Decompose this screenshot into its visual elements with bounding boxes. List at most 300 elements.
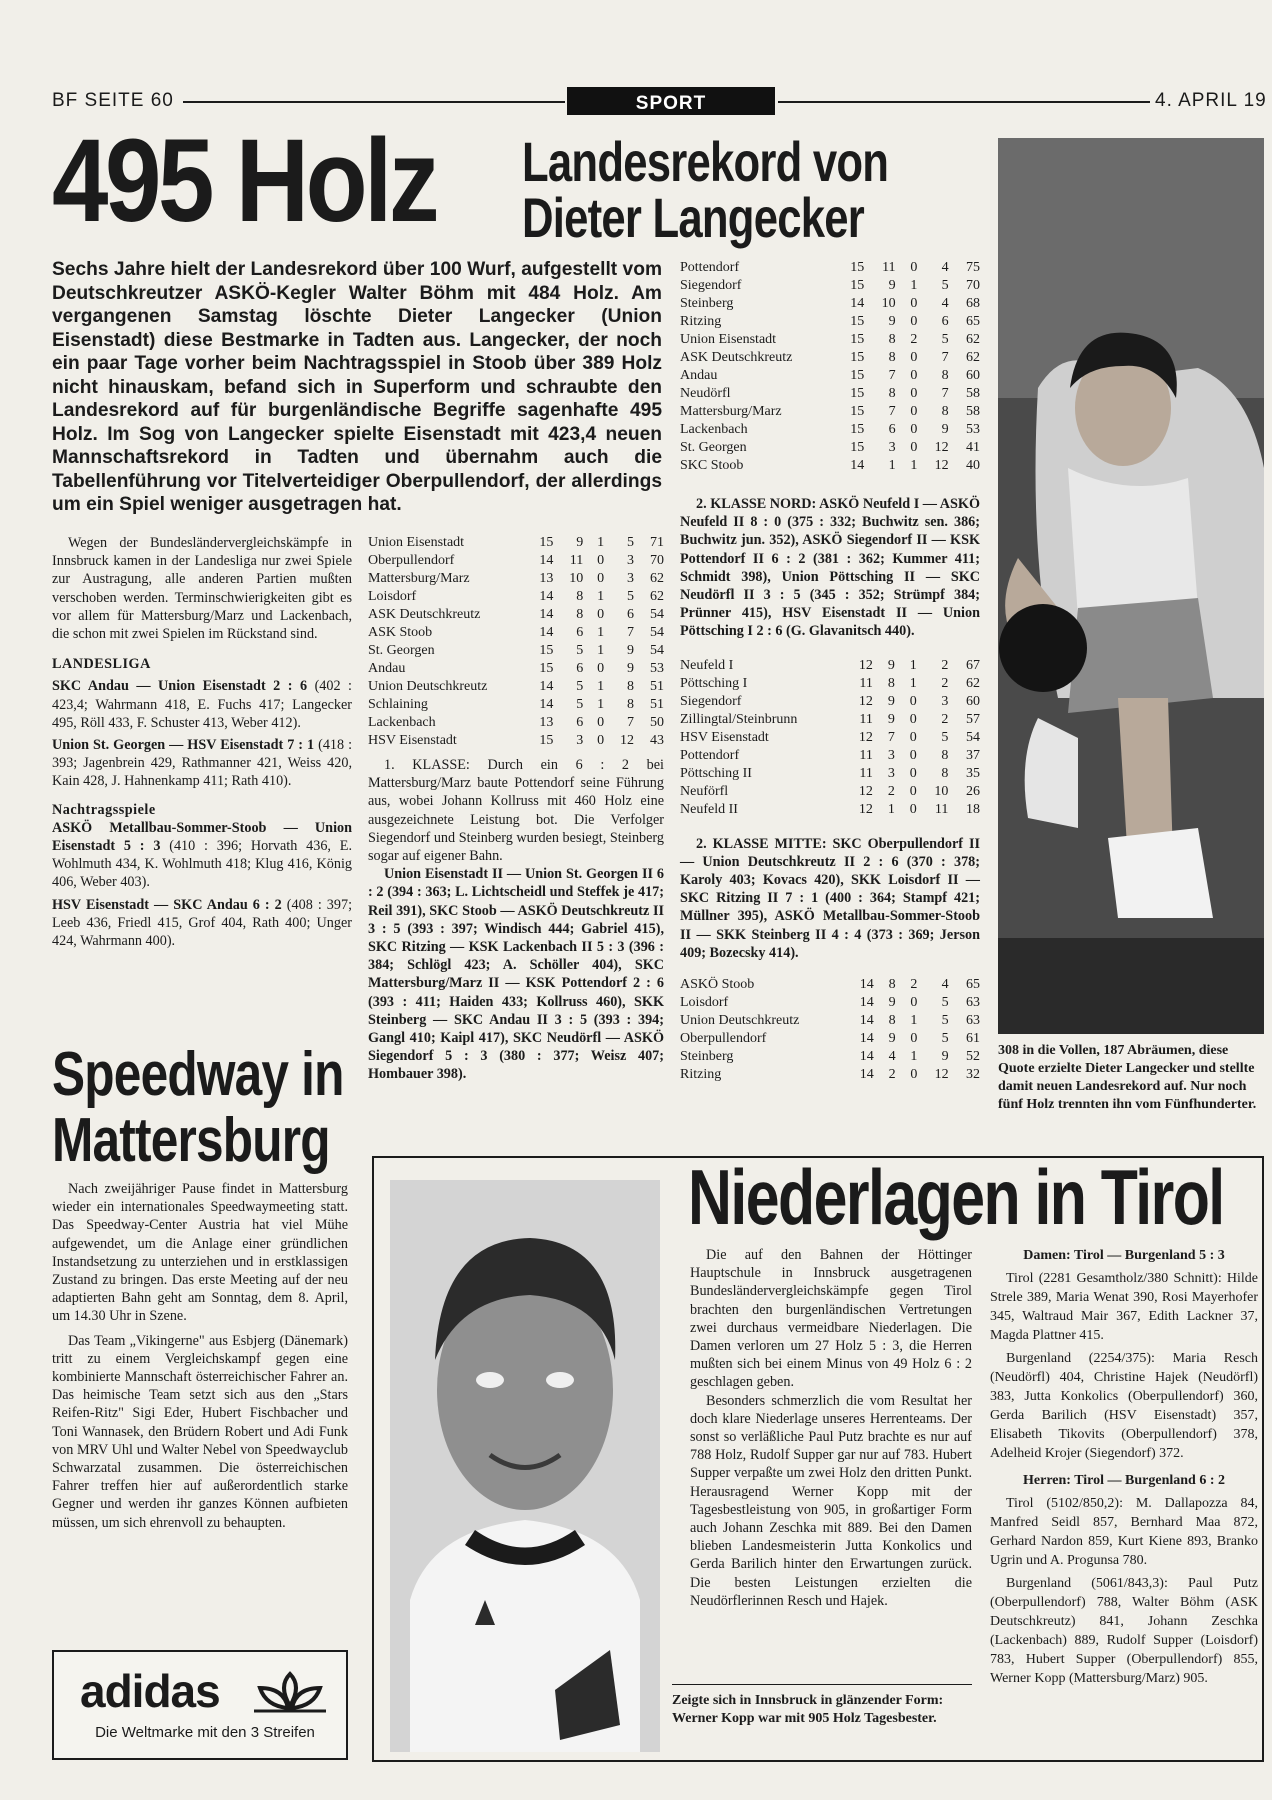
stat-cell: 7 [627, 625, 635, 640]
stat-cell: 8 [627, 697, 635, 712]
stat-cell: 14 [539, 553, 554, 568]
standings-table-landesliga [368, 534, 664, 750]
standings-row [680, 693, 980, 711]
stat-cell: 51 [650, 679, 664, 694]
stat-cell: 61 [966, 1031, 980, 1047]
team-name: Steinberg [680, 296, 734, 311]
team-name: Schlaining [368, 697, 428, 712]
team-name: Union Deutschkreutz [368, 679, 488, 694]
stat-cell: 15 [539, 661, 554, 676]
stat-cell: 12 [934, 440, 949, 455]
stat-cell: 4 [941, 260, 949, 275]
herren-tirol: Tirol (5102/850,2): M. Dallapozza 84, Manfred Seidl 857, Bernhard Maa 872, Gerhard Nardon 859, Kurt Kiene 893, Branko Ugrin und A. Progunsa 780. [990, 1496, 1258, 1568]
stat-cell: 2 [887, 783, 895, 799]
stat-cell: 3 [887, 765, 895, 781]
stat-cell: 1 [887, 801, 895, 817]
stat-cell: 14 [859, 977, 874, 993]
stat-cell: 9 [887, 693, 895, 709]
standings-row [368, 678, 664, 696]
sub-headline-line-1: Landesrekord von [522, 130, 889, 193]
stat-cell: 1 [597, 625, 605, 640]
stat-cell: 37 [966, 747, 980, 763]
standings-row [680, 421, 980, 439]
stat-cell: 1 [597, 679, 605, 694]
stat-cell: 60 [966, 693, 980, 709]
bowler-illustration [998, 138, 1264, 1034]
standings-row [680, 1048, 980, 1066]
stat-cell: 15 [539, 535, 554, 550]
stat-cell: 5 [627, 535, 635, 550]
standings-row [680, 295, 980, 313]
stat-cell: 0 [910, 422, 918, 437]
stat-cell: 11 [569, 553, 584, 568]
stat-cell: 35 [966, 765, 980, 781]
stat-cell: 12 [620, 733, 635, 748]
stat-cell: 11 [859, 765, 873, 781]
stat-cell: 3 [888, 440, 896, 455]
match-title: Union St. Georgen — HSV Eisenstadt 7 : 1 [52, 737, 315, 754]
team-name: Union Eisenstadt [680, 332, 777, 347]
stat-cell: 8 [576, 589, 584, 604]
stat-cell: 40 [966, 458, 980, 473]
stat-cell: 9 [627, 643, 635, 658]
match-result: (408 : 397; Leeb 436, Friedl 415, Grof 404, Rath 400; Unger 424, Wahrmann 400). [52, 896, 353, 950]
match-result: (418 : 393; Jagenbrein 429, Rathmanner 421, Weiss 420, Kain 428, J. Hahnenkamp 411; Rath 410). [52, 737, 353, 790]
stat-cell: 7 [887, 729, 895, 745]
trefoil-logo-icon [250, 1666, 330, 1716]
stat-cell: 14 [859, 1067, 874, 1083]
mitte-paragraph [680, 835, 980, 962]
stat-cell: 32 [966, 1067, 980, 1083]
stat-cell: 11 [859, 747, 873, 763]
stat-cell: 5 [576, 697, 584, 712]
tirol-results [990, 1246, 1258, 1688]
speedway-headline-line-1: Speedway in [52, 1040, 344, 1109]
klasse1-paragraph: 1. KLASSE: Durch ein 6 : 2 bei Mattersburg/Marz baute Pottendorf seine Führung aus, wobei Johann Kollruss mit 460 Holz eine ausgezeichnete Leistung bot. Die Verfolger Siegendorf und Steinberg wurden besiegt, Steinberg sogar auf eigener Bahn. [368, 757, 664, 865]
team-name: HSV Eisenstadt [368, 733, 457, 748]
team-name: Lackenbach [368, 715, 436, 730]
damen-title: Damen: Tirol — Burgenland 5 : 3 [1023, 1248, 1225, 1263]
team-name: HSV Eisenstadt [680, 729, 769, 745]
standings-row [680, 277, 980, 295]
stat-cell: 8 [888, 350, 896, 365]
stat-cell: 0 [597, 661, 605, 676]
stat-cell: 11 [934, 801, 949, 817]
standings-row [680, 729, 980, 747]
stat-cell: 5 [627, 589, 635, 604]
stat-cell: 2 [941, 657, 949, 673]
stat-cell: 71 [650, 535, 664, 550]
stat-cell: 67 [966, 657, 980, 673]
stat-cell: 54 [650, 607, 664, 622]
stat-cell: 9 [627, 661, 635, 676]
stat-cell: 8 [576, 607, 584, 622]
standings-table-mitte [680, 976, 980, 1084]
damen-tirol: Tirol (2281 Gesamtholz/380 Schnitt): Hilde Strele 389, Maria Wenat 390, Rosi Mayerhofer 345, Waltraud Mair 367, Edith Lackner 37, Magda Plattner 415. [990, 1271, 1258, 1343]
team-name: ASK Stoob [368, 625, 433, 640]
match-result: (410 : 396; Horvath 436, E. Wohlmuth 434, K. Wohlmuth 418; Klug 416, König 406, Weber 403). [52, 838, 352, 891]
tirol-paragraph-1: Die auf den Bahnen der Höttinger Hauptschule in Innsbruck ausgetragenen Bundesländervergleichskämpfe gegen Tirol brachten den burgenländischen Vertretungen zwei durchaus vermeidbare Niederlagen. Die Damen verloren um 27 Holz 5 : 3, die Herren mußten sich bei einem Minus von 49 Holz 6 : 2 geschlagen geben. [690, 1247, 972, 1391]
stat-cell: 9 [887, 657, 895, 673]
stat-cell: 54 [650, 625, 664, 640]
stat-cell: 52 [966, 1049, 980, 1065]
stat-cell: 50 [650, 715, 664, 730]
stat-cell: 0 [910, 350, 918, 365]
standings-row [680, 331, 980, 349]
stat-cell: 70 [966, 278, 980, 293]
standings-row [680, 994, 980, 1012]
stat-cell: 53 [966, 422, 980, 437]
stat-cell: 10 [569, 571, 584, 586]
stat-cell: 14 [539, 697, 554, 712]
team-name: Neufeld I [680, 657, 734, 673]
team-name: Zillingtal/Steinbrunn [680, 711, 798, 727]
stat-cell: 15 [850, 368, 865, 383]
article-column-2 [368, 534, 664, 1084]
stat-cell: 0 [909, 711, 917, 727]
stat-cell: 14 [859, 1049, 874, 1065]
speedway-headline-line-2: Mattersburg [52, 1106, 330, 1175]
tirol-headline: Niederlagen in Tirol [688, 1153, 1224, 1241]
standings-row [680, 367, 980, 385]
standings-row [680, 976, 980, 994]
stat-cell: 15 [850, 422, 865, 437]
stat-cell: 9 [888, 314, 896, 329]
intro-paragraph: Wegen der Bundesländervergleichskämpfe in Innsbruck kamen in der Landesliga nur zwei Spiele zur Austragung, alle anderen Partien mußten verschoben werden. Terminschwierigkeiten gibt es vor allem für Mattersburg/Marz und Lackenbach, die schon mit zwei Spielen im Rückstand sind. [52, 535, 352, 643]
stat-cell: 0 [910, 1067, 918, 1083]
stat-cell: 3 [887, 747, 895, 763]
stat-cell: 0 [597, 607, 605, 622]
standings-row [680, 801, 980, 819]
stat-cell: 1 [909, 657, 917, 673]
damen-burgenland: Burgenland (2254/375): Maria Resch (Neudörfl) 404, Christine Hajek (Neudörfl) 383, Jutta Konkolics (Oberpullendorf) 360, Gerda Barilich (HSV Eisenstadt) 357, Elisabeth Tikovits (Oberpullendorf) 378, Adelheid Krojer (Siegendorf) 372. [990, 1351, 1258, 1461]
team-name: Neudörfl [680, 386, 731, 401]
stat-cell: 14 [539, 589, 554, 604]
stat-cell: 0 [910, 296, 918, 311]
stat-cell: 5 [941, 1013, 949, 1029]
bowler-photo [998, 138, 1264, 1034]
stat-cell: 3 [576, 733, 584, 748]
stat-cell: 8 [941, 404, 949, 419]
stat-cell: 7 [941, 386, 949, 401]
team-name: Loisdorf [368, 589, 417, 604]
stat-cell: 10 [881, 296, 896, 311]
standings-row [680, 457, 980, 475]
stat-cell: 5 [941, 278, 949, 293]
stat-cell: 12 [858, 729, 873, 745]
standings-row [680, 439, 980, 457]
tirol-paragraph-2: Besonders schmerzlich die vom Resultat her doch klare Niederlage unseres Herrenteams. Der sonst so verläßliche Paul Putz brachte es nur auf 788 Holz, Rudolf Supper gar nur auf 783. Hubert Supper verpaßte um zwei Holz den dritten Punkt. Herausragend Werner Kopp mit der Tagesbestleistung von 905, in großartiger Form auch Johann Zeschka mit 889. Bei den Damen blieben Landesmeisterin Jutta Konkolics und Gerda Barilich hinter den Erwartungen zurück. Die besten Leistungen erzielten die Neudörflerinnen Resch und Hajek. [690, 1392, 972, 1609]
stat-cell: 8 [887, 675, 895, 691]
stat-cell: 51 [650, 697, 664, 712]
article-column-3 [680, 259, 980, 1084]
stat-cell: 65 [966, 977, 980, 993]
stat-cell: 0 [909, 765, 917, 781]
standings-row [368, 570, 664, 588]
stat-cell: 15 [850, 278, 865, 293]
stat-cell: 9 [888, 278, 896, 293]
team-name: St. Georgen [368, 643, 435, 658]
match-title: HSV Eisenstadt — SKC Andau 6 : 2 [52, 896, 282, 913]
stat-cell: 58 [966, 386, 980, 401]
stat-cell: 9 [941, 1049, 949, 1065]
standings-row [680, 747, 980, 765]
standings-row [680, 675, 980, 693]
stat-cell: 4 [941, 296, 949, 311]
stat-cell: 1 [888, 458, 896, 473]
page-number: BF SEITE 60 [52, 90, 174, 111]
standings-row [368, 714, 664, 732]
sub-headline [522, 130, 889, 249]
standings-row [680, 313, 980, 331]
stat-cell: 5 [941, 995, 949, 1011]
stat-cell: 60 [966, 368, 980, 383]
stat-cell: 18 [966, 801, 980, 817]
stat-cell: 14 [539, 607, 554, 622]
stat-cell: 15 [850, 332, 865, 347]
stat-cell: 1 [910, 1013, 918, 1029]
standings-row [368, 588, 664, 606]
stat-cell: 8 [888, 977, 896, 993]
stat-cell: 14 [859, 995, 874, 1011]
stat-cell: 5 [941, 729, 949, 745]
stat-cell: 41 [966, 440, 980, 455]
stat-cell: 12 [858, 801, 873, 817]
standings-table-nord [680, 657, 980, 819]
stat-cell: 0 [909, 783, 917, 799]
adidas-ad[interactable] [52, 1650, 348, 1760]
stat-cell: 12 [858, 657, 873, 673]
stat-cell: 0 [910, 386, 918, 401]
stat-cell: 54 [966, 729, 980, 745]
team-name: ASK Deutschkreutz [680, 350, 793, 365]
standings-row [680, 765, 980, 783]
standings-row [680, 657, 980, 675]
stat-cell: 8 [888, 386, 896, 401]
klasse1-results: Union Eisenstadt II — Union St. Georgen II 6 : 2 (394 : 363; L. Lichtscheidl und Steffek je 417; Reil 391), SKC Stoob — ASKÖ Deutschkreutz II 3 : 5 (393 : 397; Windisch 444; Gabriel 415), SKC Ritzing — KSK Lackenbach II 5 : 3 (396 : 384; Schlögl 423; A. Schöller 404), SKC Mattersburg/Marz II — KSK Pottendorf 2 : 6 (393 : 411; Haiden 433; Kollruss 460), SKK Steinberg — SKC Andau II 3 : 5 (393 : 394; Gangl 410; Kaipl 417), SKC Neudörfl — ASKÖ Siegendorf 5 : 3 (380 : 377; Weisz 407; Hombauer 398). [368, 866, 664, 1083]
stat-cell: 54 [650, 643, 664, 658]
stat-cell: 5 [941, 1031, 949, 1047]
adidas-wordmark: adidas [80, 1665, 220, 1717]
stat-cell: 6 [576, 625, 584, 640]
team-name: Andau [368, 661, 406, 676]
stat-cell: 11 [859, 675, 873, 691]
stat-cell: 5 [941, 332, 949, 347]
stat-cell: 70 [650, 553, 664, 568]
nord-paragraph [680, 495, 980, 641]
team-name: Mattersburg/Marz [680, 404, 782, 419]
stat-cell: 0 [597, 715, 605, 730]
stat-cell: 1 [909, 675, 917, 691]
standings-row [368, 696, 664, 714]
stat-cell: 63 [966, 995, 980, 1011]
stat-cell: 15 [850, 386, 865, 401]
team-name: Siegendorf [680, 693, 742, 709]
stat-cell: 1 [597, 643, 605, 658]
stat-cell: 0 [909, 693, 917, 709]
stat-cell: 3 [941, 693, 949, 709]
stat-cell: 15 [850, 260, 865, 275]
stat-cell: 9 [888, 995, 896, 1011]
stat-cell: 26 [966, 783, 980, 799]
team-name: Ritzing [680, 1067, 722, 1083]
team-name: Oberpullendorf [680, 1031, 767, 1047]
stat-cell: 8 [888, 332, 896, 347]
standings-row [368, 552, 664, 570]
stat-cell: 1 [597, 535, 605, 550]
adidas-tagline: Die Weltmarke mit den 3 Streifen [95, 1724, 315, 1741]
stat-cell: 9 [887, 711, 895, 727]
stat-cell: 12 [858, 693, 873, 709]
bowler-photo-caption: 308 in die Vollen, 187 Abräumen, diese Quote erzielte Dieter Langecker und stellte damit neuen Landesrekord auf. Nur noch fünf Holz trennten ihn vom Fünfhunderter. [998, 1043, 1257, 1112]
main-headline: 495 Holz [52, 115, 437, 247]
team-name: ASKÖ Stoob [680, 977, 755, 993]
kopp-photo-caption: Zeigte sich in Innsbruck in glänzender Form: Werner Kopp war mit 905 Holz Tagesbester. [672, 1693, 944, 1726]
stat-cell: 0 [597, 571, 605, 586]
stat-cell: 8 [888, 1013, 896, 1029]
stat-cell: 0 [910, 368, 918, 383]
stat-cell: 14 [859, 1013, 874, 1029]
speedway-paragraph-2: Das Team „Vikingerne" aus Esbjerg (Dänemark) tritt zu einem Vergleichskampf gegen eine kombinierte Mannschaft österreichischer Fahrer an. Das heimische Team setzt sich aus den „Stars Reifen-Ritz" Sigi Eder, Hubert Fischbacher und Toni Wannasek, den Brüdern Robert und Adi Funk von MRV Uhl und Walter Nebel von Speedwayclub Schwarzatal zusammen. Die österreichischen Fahrer treffen hier auf außerordentlich starke Gegner und werden ihr ganzes Können aufbieten müssen, um sich ehrenvoll zu behaupten. [52, 1332, 348, 1531]
match-title: SKC Andau — Union Eisenstadt 2 : 6 [52, 678, 308, 695]
stat-cell: 8 [941, 747, 949, 763]
header-rule-right [778, 101, 1150, 103]
stat-cell: 12 [858, 783, 873, 799]
stat-cell: 63 [966, 1013, 980, 1029]
stat-cell: 15 [539, 733, 554, 748]
stat-cell: 0 [909, 801, 917, 817]
stat-cell: 62 [650, 571, 664, 586]
stat-cell: 0 [909, 729, 917, 745]
stat-cell: 3 [627, 553, 635, 568]
stat-cell: 5 [576, 643, 584, 658]
stat-cell: 53 [650, 661, 664, 676]
standings-row [680, 1030, 980, 1048]
stat-cell: 14 [850, 458, 865, 473]
standings-row [680, 349, 980, 367]
section-label: SPORT [567, 87, 775, 115]
stat-cell: 0 [910, 404, 918, 419]
stat-cell: 62 [966, 675, 980, 691]
team-name: Steinberg [680, 1049, 734, 1065]
stat-cell: 14 [539, 625, 554, 640]
stat-cell: 62 [650, 589, 664, 604]
tirol-article-text [690, 1246, 972, 1610]
sub-headline-line-2: Dieter Langecker [522, 186, 864, 249]
stat-cell: 8 [941, 368, 949, 383]
team-name: Union Deutschkreutz [680, 1013, 800, 1029]
standings-row [368, 606, 664, 624]
stat-cell: 13 [539, 715, 554, 730]
stat-cell: 11 [859, 711, 873, 727]
stat-cell: 12 [934, 1067, 949, 1083]
stat-cell: 14 [850, 296, 865, 311]
team-name: Pottendorf [680, 747, 740, 763]
stat-cell: 1 [910, 458, 918, 473]
team-name: Mattersburg/Marz [368, 571, 470, 586]
stat-cell: 15 [850, 314, 865, 329]
stat-cell: 7 [888, 404, 896, 419]
team-name: ASK Deutschkreutz [368, 607, 481, 622]
stat-cell: 7 [941, 350, 949, 365]
stat-cell: 1 [597, 697, 605, 712]
stat-cell: 0 [910, 1031, 918, 1047]
team-name: Pöttsching II [680, 765, 752, 781]
standings-row [680, 1066, 980, 1084]
article-column-1 [52, 534, 352, 950]
stat-cell: 0 [909, 747, 917, 763]
team-name: Siegendorf [680, 278, 742, 293]
standings-row [368, 732, 664, 750]
standings-row [680, 783, 980, 801]
standings-row [680, 1012, 980, 1030]
stat-cell: 13 [539, 571, 554, 586]
stat-cell: 0 [910, 314, 918, 329]
stat-cell: 14 [859, 1031, 874, 1047]
match-result: (402 : 423,4; Wahrmann 418, E. Fuchs 417; Langecker 495, Röll 433, F. Schuster 413, Weber 412). [52, 678, 352, 731]
stat-cell: 6 [576, 661, 584, 676]
stat-cell: 11 [882, 260, 896, 275]
standings-row [680, 385, 980, 403]
team-name: SKC Stoob [680, 458, 744, 473]
stat-cell: 1 [910, 278, 918, 293]
stat-cell: 8 [627, 679, 635, 694]
standings-row [680, 259, 980, 277]
team-name: Ritzing [680, 314, 722, 329]
klasse1-block [368, 756, 664, 1084]
issue-date: 4. APRIL 19 [1155, 90, 1267, 111]
stat-cell: 6 [627, 607, 635, 622]
stat-cell: 8 [941, 765, 949, 781]
stat-cell: 62 [966, 332, 980, 347]
speedway-article [52, 1180, 348, 1532]
stat-cell: 2 [910, 332, 918, 347]
stat-cell: 4 [888, 1049, 896, 1065]
team-name: Andau [680, 368, 718, 383]
stat-cell: 62 [966, 350, 980, 365]
stat-cell: 12 [934, 458, 949, 473]
section-heading-nachtrag: Nachtragsspiele [52, 801, 156, 818]
standings-table-klasse1 [680, 259, 980, 475]
stat-cell: 2 [941, 675, 949, 691]
stat-cell: 14 [539, 679, 554, 694]
stat-cell: 7 [627, 715, 635, 730]
stat-cell: 57 [966, 711, 980, 727]
team-name: Union Eisenstadt [368, 535, 465, 550]
team-name: Pottendorf [680, 260, 740, 275]
stat-cell: 6 [888, 422, 896, 437]
stat-cell: 2 [910, 977, 918, 993]
stat-cell: 15 [850, 404, 865, 419]
stat-cell: 9 [576, 535, 584, 550]
header-rule-left [183, 101, 565, 103]
stat-cell: 6 [941, 314, 949, 329]
stat-cell: 68 [966, 296, 980, 311]
mitte-results: 2. KLASSE MITTE: SKC Oberpullendorf II — Union Deutschkreutz II 2 : 6 (370 : 378; Karoly 403; Kovacs 420), SKK Loisdorf II — SKC Ritzing II 7 : 1 (400 : 364; Stampf 421; Müllner 395), ASKÖ Metallbau-Sommer-Stoob II — SKK Steinberg II 4 : 4 (373 : 369; Jerson 409; Bozecsky 414). [680, 835, 980, 961]
stat-cell: 15 [850, 440, 865, 455]
section-heading-landesliga: LANDESLIGA [52, 656, 151, 673]
standings-row [680, 403, 980, 421]
stat-cell: 2 [941, 711, 949, 727]
stat-cell: 15 [539, 643, 554, 658]
stat-cell: 10 [934, 783, 949, 799]
stat-cell: 6 [576, 715, 584, 730]
team-name: Neuförfl [680, 783, 729, 799]
stat-cell: 1 [910, 1049, 918, 1065]
stat-cell: 1 [597, 589, 605, 604]
match-title: ASKÖ Metallbau-Sommer-Stoob — Union Eisenstadt 5 : 3 [52, 819, 352, 855]
speedway-paragraph-1: Nach zweijähriger Pause findet in Mattersburg wieder ein internationales Speedwaymeeting statt. Das Speedway-Center Austria hat viel Mühe aufgewendet, um die Anlage einer gründlichen Instandsetzung zu unterziehen und in erstklassigen Zustand zu bringen. Das erste Meeting auf der neu adaptierten Bahn geht am Sonntag, dem 8. April, um 14.30 Uhr in Szene. [52, 1181, 348, 1325]
